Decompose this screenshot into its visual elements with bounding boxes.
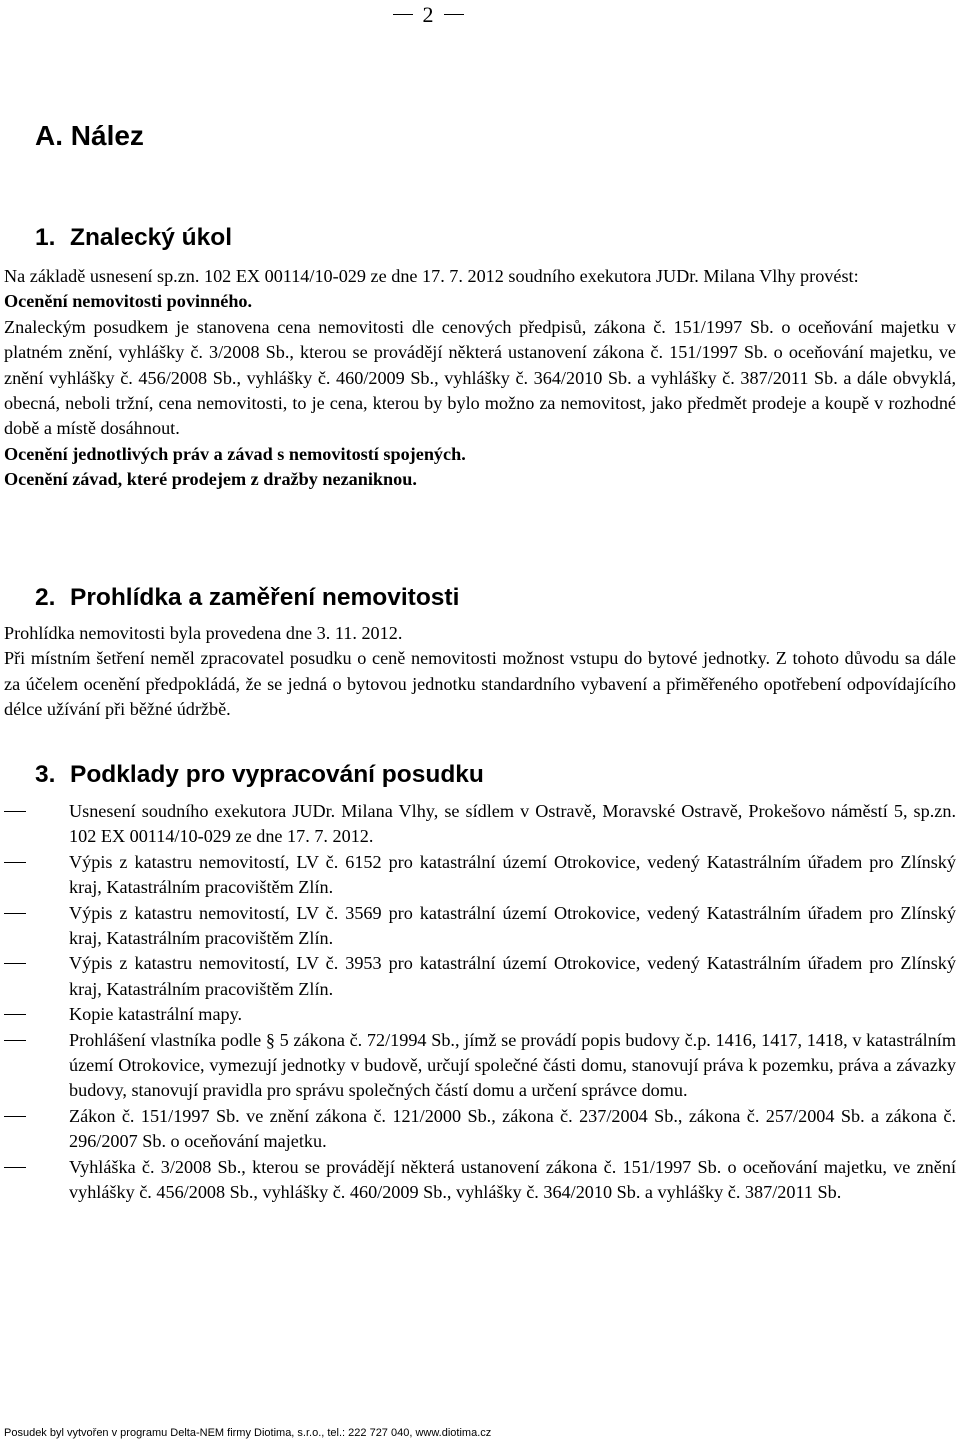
list-item xyxy=(4,799,956,850)
dash-bullet-icon xyxy=(4,862,26,863)
section-3-number: 3. xyxy=(35,761,56,788)
list-item-text: Prohlášení vlastníka podle § 5 zákona č. 72/1994 Sb., jímž se provádí popis budovy č.p. 1416, 1417, 1418, v katastrálním území Otrokovice, vymezují jednotky v budově, určují společné části domu, stanovují práva k pozemku, práva a závazky budovy, stanovují pravidla pro správu společných částí domu a určení správce domu. xyxy=(69,1029,956,1101)
document-title: A. Nález xyxy=(35,120,144,151)
page-number-value: 2 xyxy=(422,1,434,27)
section-1-title-text: Znalecký úkol xyxy=(70,224,233,251)
list-item xyxy=(4,951,956,1002)
section-1-number: 1. xyxy=(35,224,56,251)
sources-list xyxy=(4,799,956,1206)
list-item-text: Zákon č. 151/1997 Sb. ve znění zákona č. 121/2000 Sb., zákona č. 237/2004 Sb., zákona č. 257/2004 Sb. a zákona č. 296/2007 Sb. o oceňování majetku. xyxy=(69,1105,956,1152)
list-item xyxy=(4,1002,956,1027)
list-item xyxy=(4,1104,956,1155)
section-1-body xyxy=(4,264,956,493)
section-2-body xyxy=(4,621,956,723)
section-2-title-text: Prohlídka a zaměření nemovitosti xyxy=(70,584,460,611)
section-1-bold-1: Ocenění nemovitosti povinného. xyxy=(4,291,253,312)
page-number xyxy=(0,0,856,28)
section-1-paragraph: Znaleckým posudkem je stanovena cena nemovitosti dle cenových předpisů, zákona č. 151/1997 Sb. o oceňování majetku v platném znění, vyhlášky č. 3/2008 Sb., kterou se provádějí některá ustanovení zákona č. 151/1997 Sb. o oceňování majetku, ve znění vyhlášky č. 456/2008 Sb., vyhlášky č. 460/2009 Sb., vyhlášky č. 364/2010 Sb. a vyhlášky č. 387/2011 Sb. a dále obvyklá, obecná, neboli tržní, cena nemovitosti, to je cena, kterou by bylo možno za nemovitost, jako předmět prodeje a koupě v rozhodné době a místě dosáhnout. xyxy=(4,316,956,439)
section-2-title xyxy=(35,582,459,614)
section-1-bold-2: Ocenění jednotlivých práv a závad s nemovitostí spojených. xyxy=(4,443,466,464)
list-item xyxy=(4,1028,956,1104)
section-3-title-text: Podklady pro vypracování posudku xyxy=(70,761,484,788)
list-item-text: Kopie katastrální mapy. xyxy=(69,1004,243,1025)
list-item-text: Vyhláška č. 3/2008 Sb., kterou se provádějí některá ustanovení zákona č. 151/1997 Sb. o oceňování majetku, ve znění vyhlášky č. 456/2008 Sb., vyhlášky č. 460/2009 Sb., vyhlášky č. 364/2010 Sb. a vyhlášky č. 387/2011 Sb. xyxy=(69,1156,956,1203)
dash-bullet-icon xyxy=(4,1040,26,1041)
dash-right xyxy=(444,14,464,15)
dash-left xyxy=(393,14,413,15)
dash-bullet-icon xyxy=(4,963,26,964)
section-1-title xyxy=(35,222,232,254)
section-2-line-2: Při místním šetření neměl zpracovatel posudku o ceně nemovitosti možnost vstupu do bytové jednotky. Z tohoto důvodu sa dále za účelem ocenění předpokládá, že se jedná o bytovou jednotku standardního vybavení a přiměřeného opotřebení odpovídajícího délce užívání při běžné údržbě. xyxy=(4,648,956,720)
footer: Posudek byl vytvořen v programu Delta-NEM firmy Diotima, s.r.o., tel.: 222 727 040, www.diotima.cz xyxy=(4,1427,492,1439)
list-item xyxy=(4,901,956,952)
dash-bullet-icon xyxy=(4,913,26,914)
section-2-number: 2. xyxy=(35,584,56,611)
dash-bullet-icon xyxy=(4,1167,26,1168)
section-2-line-1: Prohlídka nemovitosti byla provedena dne 3. 11. 2012. xyxy=(4,623,403,643)
list-item xyxy=(4,1155,956,1206)
dash-bullet-icon xyxy=(4,811,26,812)
list-item-text: Výpis z katastru nemovitostí, LV č. 3953 pro katastrální území Otrokovice, vedený Katastrálním úřadem pro Zlínský kraj, Katastrálním pracovištěm Zlín. xyxy=(69,953,956,999)
section-1-intro: Na základě usnesení sp.zn. 102 EX 00114/10-029 ze dne 17. 7. 2012 soudního exekutora JUDr. Milana Vlhy provést: xyxy=(4,266,859,286)
list-item-text: Usnesení soudního exekutora JUDr. Milana Vlhy, se sídlem v Ostravě, Moravské Ostravě, Prokešovo náměstí 5, sp.zn. 102 EX 00114/10-029 ze dne 17. 7. 2012. xyxy=(69,801,956,847)
list-item-text: Výpis z katastru nemovitostí, LV č. 3569 pro katastrální území Otrokovice, vedený Katastrálním úřadem pro Zlínský kraj, Katastrálním pracovištěm Zlín. xyxy=(69,902,956,949)
list-item xyxy=(4,850,956,901)
section-1-bold-3: Ocenění závad, které prodejem z dražby nezaniknou. xyxy=(4,469,417,490)
section-3-title xyxy=(35,759,484,791)
list-item-text: Výpis z katastru nemovitostí, LV č. 6152 pro katastrální území Otrokovice, vedený Katastrálním úřadem pro Zlínský kraj, Katastrálním pracovištěm Zlín. xyxy=(69,851,956,898)
dash-bullet-icon xyxy=(4,1116,26,1117)
dash-bullet-icon xyxy=(4,1014,26,1015)
